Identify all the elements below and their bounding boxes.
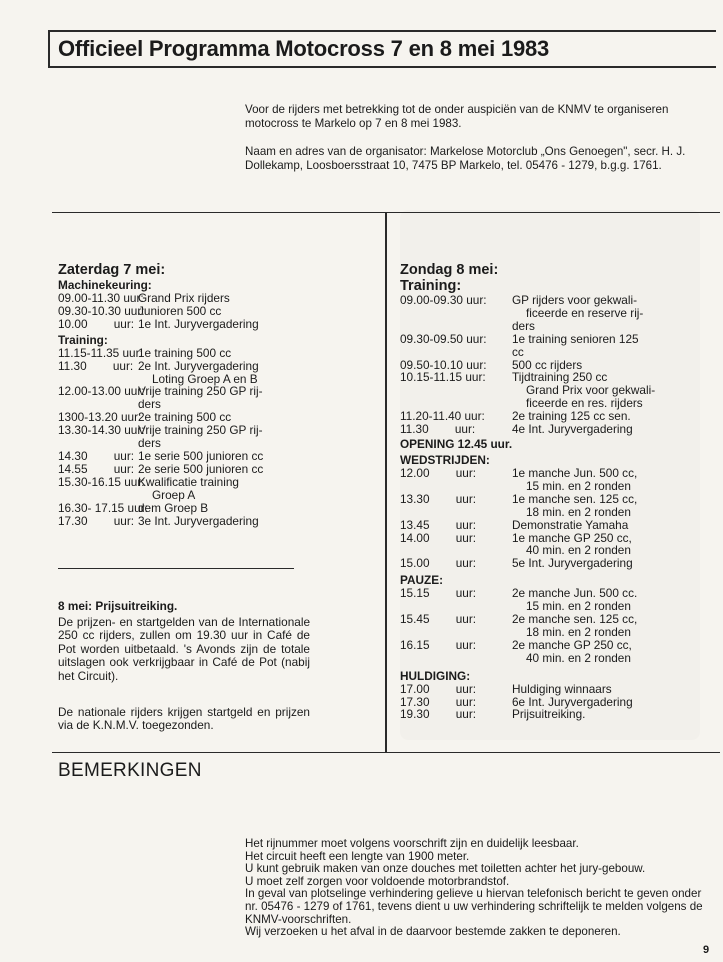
remark-line: In geval van plotselinge verhindering gelieve u hiervan telefonisch bericht te geven onder nr. 05476 - 1279 of 1761, tevens dient u uw verhindering schriftelijk te melden volgens de KNMV-voorschriften. xyxy=(245,887,703,926)
saturday-training-heading: Training: xyxy=(58,332,108,347)
schedule-row xyxy=(400,613,700,639)
national-riders-text: De nationale rijders krijgen startgeld en prijzen via de K.N.M.V. toegezonden. xyxy=(58,704,310,733)
prize-text: De prijzen- en startgelden van de Internationale 250 cc rijders, zullen om 19.30 uur in Café de Pot worden uitbetaald. 's Avonds zijn de totale uitslagen ook verkrijgbaar in Café de Pot (nabij het Circuit). xyxy=(58,614,310,683)
schedule-description-line: Huldiging winnaars xyxy=(512,681,612,696)
schedule-description xyxy=(512,493,700,519)
schedule-description-line: 5e Int. Juryvergadering xyxy=(512,556,633,571)
intro-paragraph-1: Voor de rijders met betrekking tot de onder auspiciën van de KNMV te organiseren motocross te Markelo op 7 en 8 mei 1983. xyxy=(245,103,669,130)
schedule-description-line: 2e manche GP 250 cc, xyxy=(512,637,632,652)
schedule-time: 09.30-09.50 uur: xyxy=(400,331,487,346)
schedule-description-line: Vrije training 250 GP rij- xyxy=(138,423,263,438)
schedule-time: 12.00-13.00 uur: xyxy=(58,384,145,399)
schedule-description-line: ders xyxy=(138,397,161,412)
remark-line: Wij verzoeken u het afval in de daarvoor bestemde zakken te deponeren. xyxy=(245,925,621,939)
schedule-description-line: Prijsuitreiking. xyxy=(512,707,586,722)
schedule-description-line: 18 min. en 2 ronden xyxy=(526,504,631,519)
schedule-description-line: Groep A xyxy=(152,487,196,502)
schedule-time: 10.00 uur: xyxy=(58,316,135,331)
schedule-description-line: 2e training 500 cc xyxy=(138,410,232,425)
schedule-time: 14.00 uur: xyxy=(400,530,477,545)
schedule-description-line: 1e serie 500 junioren cc xyxy=(138,448,264,463)
schedule-row xyxy=(58,450,328,463)
opening-time: OPENING 12.45 uur. xyxy=(400,436,513,451)
sunday-training-heading: Training: xyxy=(400,278,462,294)
saturday-schedule xyxy=(58,262,328,527)
schedule-description xyxy=(512,333,700,359)
remark-line: Het circuit heeft een lengte van 1900 meter. xyxy=(245,849,470,863)
schedule-time: 12.00 uur: xyxy=(400,465,477,480)
schedule-row xyxy=(58,305,328,318)
schedule-description-line: Grand Prix voor gekwali- xyxy=(526,383,656,398)
schedule-description-line: ders xyxy=(138,436,161,451)
schedule-row xyxy=(58,502,328,515)
schedule-description-line: 2e training 125 cc sen. xyxy=(512,409,631,424)
schedule-description-line: 1e Int. Juryvergadering xyxy=(138,316,259,331)
schedule-description xyxy=(512,294,700,333)
races-heading: WEDSTRIJDEN: xyxy=(400,452,490,467)
schedule-description-line: 1e training senioren 125 xyxy=(512,331,639,346)
schedule-description xyxy=(138,476,328,502)
schedule-row xyxy=(58,424,328,450)
schedule-description-line: 2e serie 500 junioren cc xyxy=(138,461,264,476)
schedule-description xyxy=(512,683,700,696)
schedule-row xyxy=(400,639,700,665)
schedule-row xyxy=(400,587,700,613)
schedule-description-line: Junioren 500 cc xyxy=(138,303,222,318)
schedule-time: 15.45 uur: xyxy=(400,612,477,627)
schedule-row xyxy=(400,493,700,519)
schedule-description xyxy=(138,347,328,360)
schedule-time: 16.30- 17.15 uur: xyxy=(58,500,148,515)
schedule-row xyxy=(58,347,328,360)
schedule-description xyxy=(138,463,328,476)
schedule-time: 16.15 uur: xyxy=(400,637,477,652)
schedule-row xyxy=(400,557,700,570)
machine-inspection-list xyxy=(58,292,328,331)
page-number: 9 xyxy=(703,944,710,956)
schedule-description-line: GP rijders voor gekwali- xyxy=(512,293,638,307)
schedule-description-line: 2e Int. Juryvergadering xyxy=(138,358,259,373)
sunday-heading: Zondag 8 mei: xyxy=(400,262,499,278)
schedule-description xyxy=(138,292,328,305)
pause-heading: PAUZE: xyxy=(400,573,444,588)
schedule-row xyxy=(58,463,328,476)
schedule-row xyxy=(400,708,700,721)
schedule-description-line: 2e manche Jun. 500 cc. xyxy=(512,586,638,601)
schedule-row xyxy=(400,423,700,436)
schedule-description xyxy=(512,639,700,665)
schedule-time: 14.55 uur: xyxy=(58,461,135,476)
schedule-time: 13.45 uur: xyxy=(400,517,477,532)
schedule-time: 11.20-11.40 uur: xyxy=(400,409,485,424)
schedule-description-line: 18 min. en 2 ronden xyxy=(526,624,631,639)
schedule-row xyxy=(58,515,328,528)
schedule-description xyxy=(138,502,328,515)
divider-vertical xyxy=(385,212,387,752)
schedule-description xyxy=(138,385,328,411)
schedule-time: 11.30 uur: xyxy=(58,358,134,373)
schedule-time: 11.30 uur: xyxy=(400,422,476,437)
schedule-time: 19.30 uur: xyxy=(400,707,477,722)
schedule-description-line: 40 min. en 2 ronden xyxy=(526,650,631,665)
schedule-description-line: Tijdtraining 250 cc xyxy=(512,370,608,385)
remark-line: U kunt gebruik maken van onze douches met toiletten achter het jury-gebouw. xyxy=(245,862,646,876)
schedule-row xyxy=(400,333,700,359)
pause-list xyxy=(400,587,700,664)
remarks-heading: BEMERKINGEN xyxy=(58,760,202,781)
schedule-description-line: 1e training 500 cc xyxy=(138,345,232,360)
ceremony-heading: HULDIGING: xyxy=(400,668,471,683)
schedule-description-line: Grand Prix rijders xyxy=(138,291,230,305)
schedule-row xyxy=(58,318,328,331)
schedule-description-line: 1e manche sen. 125 cc, xyxy=(512,491,638,506)
schedule-description-line: Vrije training 250 GP rij- xyxy=(138,384,263,399)
schedule-description-line: 3e Int. Juryvergadering xyxy=(138,513,259,528)
schedule-row xyxy=(58,385,328,411)
schedule-time: 09.50-10.10 uur: xyxy=(400,357,487,372)
schedule-time: 15.00 uur: xyxy=(400,556,477,571)
schedule-description xyxy=(138,450,328,463)
schedule-time: 1300-13.20 uur: xyxy=(58,410,142,425)
schedule-description xyxy=(138,360,328,386)
schedule-time: 09.00-11.30 uur: xyxy=(58,291,144,305)
schedule-row xyxy=(400,519,700,532)
schedule-time: 14.30 uur: xyxy=(58,448,135,463)
schedule-time: 15.15 uur: xyxy=(400,586,477,601)
schedule-description xyxy=(512,708,700,721)
schedule-row xyxy=(400,294,700,333)
schedule-row xyxy=(58,476,328,502)
schedule-description xyxy=(512,519,700,532)
schedule-description xyxy=(512,423,700,436)
machine-inspection-heading: Machinekeuring: xyxy=(58,278,152,292)
prize-section xyxy=(58,600,310,733)
saturday-heading: Zaterdag 7 mei: xyxy=(58,262,166,278)
saturday-training-list xyxy=(58,347,328,528)
schedule-time: 15.30-16.15 uur: xyxy=(58,474,145,489)
sunday-training-list xyxy=(400,294,700,436)
schedule-row xyxy=(400,371,700,410)
schedule-description xyxy=(138,318,328,331)
schedule-time: 09.30-10.30 uur: xyxy=(58,303,145,318)
schedule-row xyxy=(58,292,328,305)
schedule-description-line: 4e Int. Juryvergadering xyxy=(512,422,633,437)
page-title: Officieel Programma Motocross 7 en 8 mei 1983 xyxy=(58,36,550,61)
schedule-description-line: Kwalificatie training xyxy=(138,474,239,489)
schedule-description-line: dem Groep B xyxy=(138,500,209,515)
schedule-description xyxy=(512,613,700,639)
schedule-description xyxy=(512,587,700,613)
schedule-description xyxy=(512,532,700,558)
remark-line: U moet zelf zorgen voor voldoende motorbrandstof. xyxy=(245,874,510,888)
sunday-schedule xyxy=(400,262,700,721)
schedule-description xyxy=(138,305,328,318)
ceremony-list xyxy=(400,683,700,722)
schedule-row xyxy=(58,360,328,386)
schedule-description-line: ficeerde en res. rijders xyxy=(526,396,643,411)
schedule-row xyxy=(400,683,700,696)
schedule-row xyxy=(400,532,700,558)
schedule-description xyxy=(138,424,328,450)
schedule-time: 17.00 uur: xyxy=(400,681,477,696)
schedule-description-line: 2e manche sen. 125 cc, xyxy=(512,612,638,627)
schedule-time: 10.15-11.15 uur: xyxy=(400,370,486,385)
schedule-description-line: ders xyxy=(512,318,535,333)
schedule-description xyxy=(512,557,700,570)
schedule-description xyxy=(138,515,328,528)
divider-bottom xyxy=(52,752,720,753)
schedule-description-line: 6e Int. Juryvergadering xyxy=(512,694,633,709)
schedule-description-line: 500 cc rijders xyxy=(512,357,583,372)
schedule-description xyxy=(512,467,700,493)
schedule-time: 17.30 uur: xyxy=(58,513,135,528)
schedule-description-line: 15 min. en 2 ronden xyxy=(526,599,631,614)
schedule-description-line: 15 min. en 2 ronden xyxy=(526,478,631,493)
schedule-description-line: cc xyxy=(512,344,524,359)
schedule-time: 13.30 uur: xyxy=(400,491,477,506)
remarks-list xyxy=(245,838,717,939)
intro-paragraph-2: Naam en adres van de organisator: Markelose Motorclub „Ons Genoegen", secr. H. J. Dollekamp, Loosboersstraat 10, 7475 BP Markelo, tel. 05476 - 1279, b.g.g. 1761. xyxy=(245,145,686,172)
schedule-time: 13.30-14.30 uur: xyxy=(58,423,145,438)
schedule-description-line: ficeerde en reserve rij- xyxy=(526,305,644,320)
divider-saturday xyxy=(58,568,294,569)
schedule-description-line: Loting Groep A en B xyxy=(152,371,258,386)
schedule-time: 17.30 uur: xyxy=(400,694,477,709)
schedule-description-line: Demonstratie Yamaha xyxy=(512,517,629,532)
races-list xyxy=(400,467,700,570)
schedule-description-line: 40 min. en 2 ronden xyxy=(526,543,631,558)
prize-heading: 8 mei: Prijsuitreiking. xyxy=(58,599,178,613)
schedule-description-line: 1e manche GP 250 cc, xyxy=(512,530,632,545)
schedule-description xyxy=(512,371,700,410)
schedule-row xyxy=(400,467,700,493)
remark-line: Het rijnummer moet volgens voorschrift zijn en duidelijk leesbaar. xyxy=(245,837,579,850)
schedule-description-line: 1e manche Jun. 500 cc, xyxy=(512,465,638,480)
schedule-time: 11.15-11.35 uur: xyxy=(58,345,143,360)
schedule-time: 09.00-09.30 uur: xyxy=(400,293,487,307)
